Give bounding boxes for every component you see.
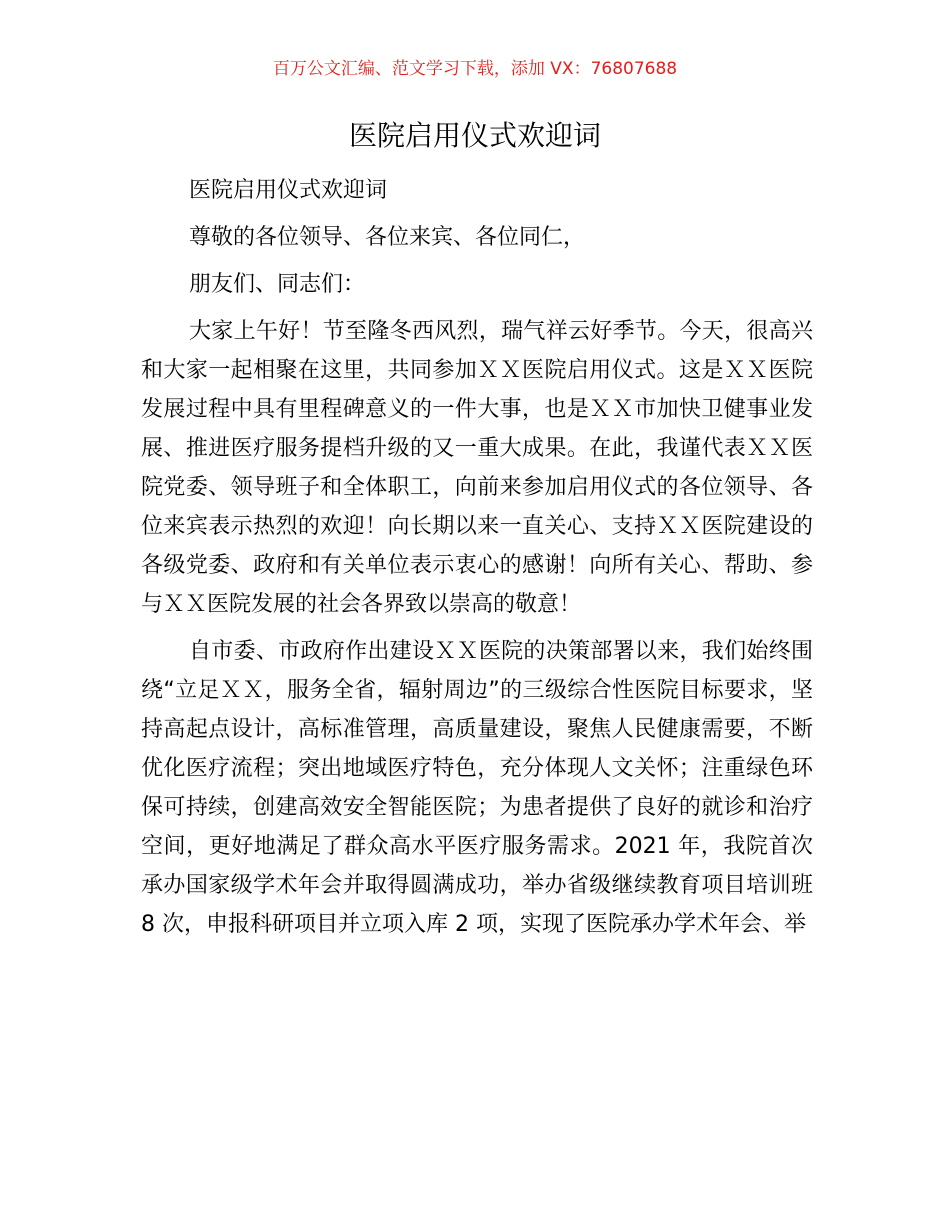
salutation-paragraph-2: 朋友们、同志们： — [189, 272, 366, 297]
subtitle-paragraph: 医院启用仪式欢迎词 — [189, 178, 388, 203]
body-paragraph-2: 自市委、市政府作出建设ＸＸ医院的决策部署以来，我们始终围绕“立足ＸＸ，服务全省，辐射周边”的三级综合性医院目标要求，坚持高起点设计，高标准管理，高质量建设，聚焦人民健康需要，不断优化医疗流程；突出地域医疗特色，充分体现人文关怀；注重绿色环保可持续，创建高效安全智能医院；为患者提供了良好的就诊和治疗空间，更好地满足了群众高水平医疗服务需求。2021 年，我院首次承办国家级学术年会并取得圆满成功，举办省级继续教育项目培训班 8 次，申报科研项目并立项入库 2 项，实现了医院承办学术年会、举 — [141, 639, 813, 937]
document-title: 医院启用仪式欢迎词 — [348, 119, 601, 152]
watermark-text: 百万公文汇编、范文学习下载，添加 VX：76807688 — [272, 59, 678, 79]
salutation-paragraph: 尊敬的各位领导、各位来宾、各位同仁， — [189, 225, 586, 250]
body-paragraph-1: 大家上午好！节至隆冬西风烈，瑞气祥云好季节。今天，很高兴和大家一起相聚在这里，共同参加ＸＸ医院启用仪式。这是ＸＸ医院发展过程中具有里程碑意义的一件大事，也是ＸＸ市加快卫健事业发展、推进医疗服务提档升级的又一重大成果。在此，我谨代表ＸＸ医院党委、领导班子和全体职工，向前来参加启用仪式的各位领导、各位来宾表示热烈的欢迎！向长期以来一直关心、支持ＸＸ医院建设的各级党委、政府和有关单位表示衷心的感谢！向所有关心、帮助、参与ＸＸ医院发展的社会各界致以崇高的敬意！ — [141, 319, 813, 617]
document-body — [141, 171, 813, 952]
